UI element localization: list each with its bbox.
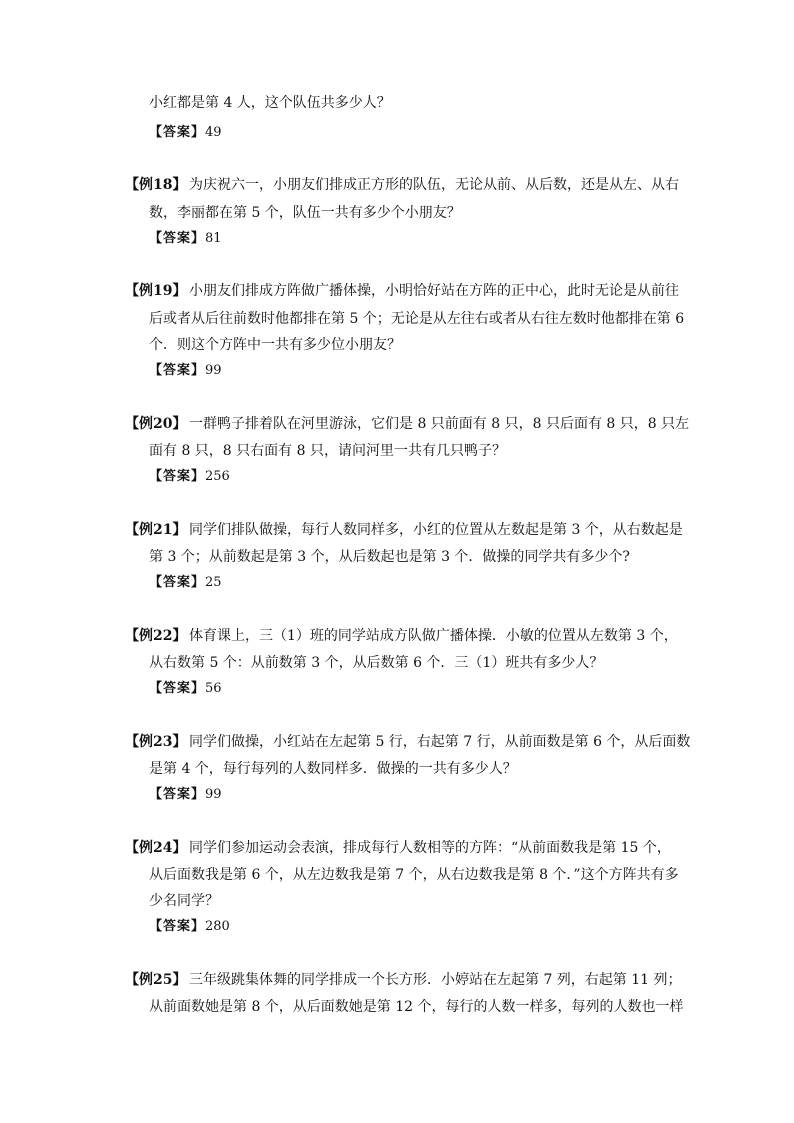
example-label: 【例22】 xyxy=(125,628,187,644)
answer-label: 【答案】 xyxy=(149,681,206,696)
example-23-line-1 xyxy=(125,732,690,752)
example-label: 【例24】 xyxy=(125,840,187,856)
example-19-line-1 xyxy=(125,281,679,301)
example-22-answer xyxy=(149,679,222,699)
answer-label: 【答案】 xyxy=(149,787,206,802)
example-19-line-3: 个．则这个方阵中一共有多少位小朋友？ xyxy=(149,337,401,353)
example-21-line-1 xyxy=(125,520,683,540)
example-25-line-2: 从前面数她是第 8 个，从后面数她是第 12 个，每行的人数一样多，每列的人数也一样 xyxy=(149,999,684,1015)
answer-label: 【答案】 xyxy=(149,231,206,246)
example-text: 同学们参加运动会表演，排成每行人数相等的方阵：“从前面数我是第 15 个， xyxy=(189,840,671,856)
example-24-answer xyxy=(149,917,230,937)
intro-line: 小红都是第 4 人，这个队伍共多少人？ xyxy=(149,95,391,111)
example-21-line-2: 第 3 个；从前数起是第 3 个，从后数起也是第 3 个．做操的同学共有多少个? xyxy=(149,549,630,565)
example-25-line-1 xyxy=(125,970,682,990)
example-19-answer xyxy=(149,361,222,381)
answer-value: 81 xyxy=(205,231,222,246)
example-18-line-2: 数，李丽都在第 5 个，队伍一共有多少个小朋友？ xyxy=(149,205,461,221)
example-label: 【例25】 xyxy=(125,972,187,988)
example-text: 为庆祝六一，小朋友们排成正方形的队伍，无论从前、从后数，还是从左、从右 xyxy=(189,177,679,193)
answer-label: 【答案】 xyxy=(149,125,206,140)
answer-label: 【答案】 xyxy=(149,363,206,378)
example-20-line-2: 面有 8 只，8 只右面有 8 只，请问河里一共有几只鸭子？ xyxy=(149,443,506,459)
example-text: 一群鸭子排着队在河里游泳，它们是 8 只前面有 8 只，8 只后面有 8 只，8 只左 xyxy=(189,416,690,432)
example-label: 【例23】 xyxy=(125,734,187,750)
example-24-line-1 xyxy=(125,838,671,858)
example-text: 同学们排队做操，每行人数同样多，小红的位置从左数起是第 3 个，从右数起是 xyxy=(189,522,683,538)
example-label: 【例21】 xyxy=(125,522,187,538)
answer-value: 99 xyxy=(205,363,222,378)
example-text: 体育课上，三（1）班的同学站成方队做广播体操．小敏的位置从左数第 3 个， xyxy=(189,628,678,644)
example-23-line-2: 是第 4 个，每行每列的人数同样多．做操的一共有多少人？ xyxy=(149,761,517,777)
example-22-line-2: 从右数第 5 个：从前数第 3 个，从后数第 6 个．三（1）班共有多少人？ xyxy=(149,655,604,671)
answer-label: 【答案】 xyxy=(149,575,206,590)
example-label: 【例18】 xyxy=(125,177,187,193)
answer-value: 25 xyxy=(205,575,222,590)
example-text: 三年级跳集体舞的同学排成一个长方形．小婷站在左起第 7 列，右起第 11 列； xyxy=(189,972,682,988)
example-19-line-2: 后或者从后往前数时他都排在第 5 个；无论是从左往右或者从右往左数时他都排在第 6 xyxy=(149,311,685,327)
example-text: 小朋友们排成方阵做广播体操，小明恰好站在方阵的正中心，此时无论是从前往 xyxy=(189,283,679,299)
example-24-line-3: 少名同学？ xyxy=(149,893,219,909)
example-23-answer xyxy=(149,785,222,805)
example-21-answer xyxy=(149,573,222,593)
example-20-answer xyxy=(149,467,230,487)
example-20-line-1 xyxy=(125,414,689,434)
answer-value: 99 xyxy=(205,787,222,802)
answer-label: 【答案】 xyxy=(149,469,206,484)
answer-value: 280 xyxy=(205,919,230,934)
example-18-answer xyxy=(149,229,222,249)
example-text: 同学们做操，小红站在左起第 5 行，右起第 7 行，从前面数是第 6 个，从后面数 xyxy=(189,734,691,750)
example-label: 【例19】 xyxy=(125,283,187,299)
answer-value: 49 xyxy=(205,125,222,140)
intro-answer xyxy=(149,123,222,143)
example-22-line-1 xyxy=(125,626,678,646)
answer-value: 56 xyxy=(205,681,222,696)
example-label: 【例20】 xyxy=(125,416,187,432)
answer-label: 【答案】 xyxy=(149,919,206,934)
example-18-line-1 xyxy=(125,175,679,195)
example-24-line-2: 从后面数我是第 6 个，从左边数我是第 7 个，从右边数我是第 8 个．”这个方阵共有多 xyxy=(149,867,679,883)
answer-value: 256 xyxy=(205,469,230,484)
